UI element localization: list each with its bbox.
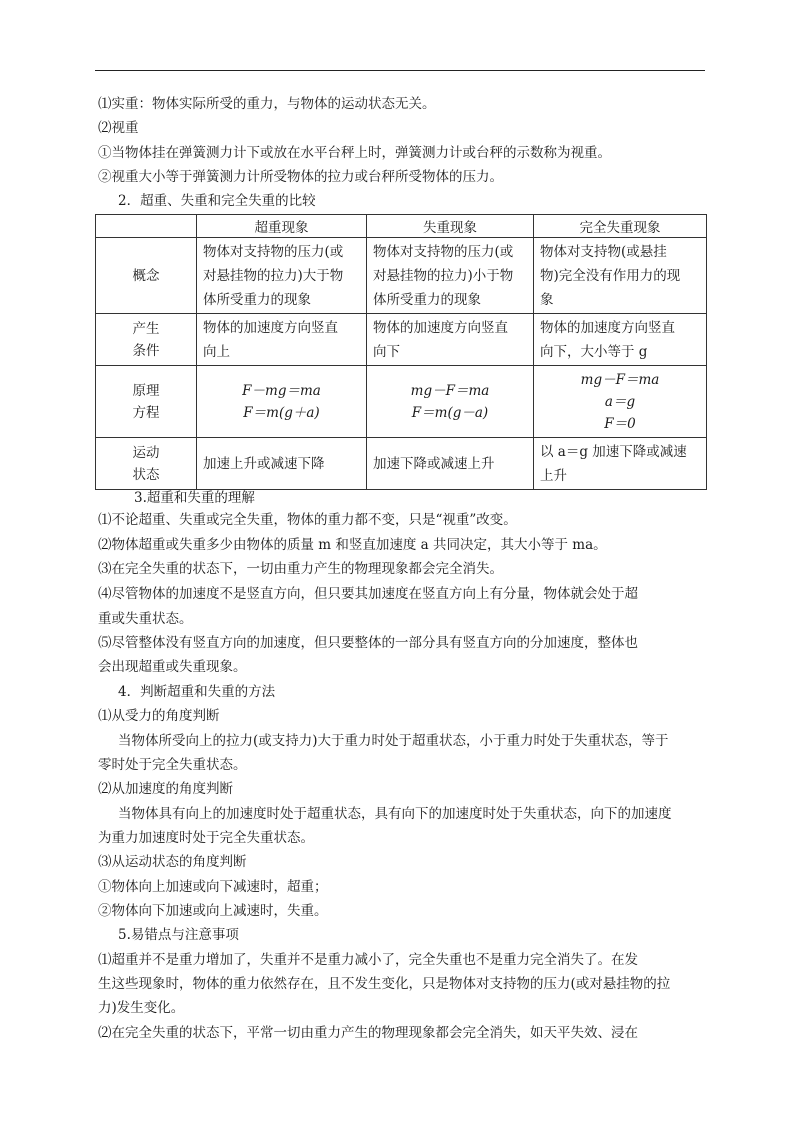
table-cell: 物体的加速度方向竖直 向上 bbox=[197, 314, 367, 366]
text-line: ⑵从加速度的角度判断 bbox=[98, 781, 233, 797]
text-line: ⑶从运动状态的角度判断 bbox=[98, 854, 247, 870]
text-line: 力)发生变化。 bbox=[98, 1000, 185, 1016]
text-line: ⑴不论超重、失重或完全失重，物体的重力都不变，只是“视重”改变。 bbox=[98, 512, 517, 528]
equation-cell: F－mg＝ma F＝m(g＋a) bbox=[197, 366, 367, 438]
text-line: ⑷尽管物体的加速度不是竖直方向，但只要其加速度在竖直方向上有分量，物体就会处于超 bbox=[98, 586, 638, 602]
text-line: 零时处于完全失重状态。 bbox=[98, 757, 247, 773]
text-line: 当物体具有向上的加速度时处于超重状态，具有向下的加速度时处于失重状态，向下的加速度 bbox=[118, 806, 672, 822]
text-line: ⑴实重：物体实际所受的重力，与物体的运动状态无关。 bbox=[98, 96, 436, 112]
equation-cell: mg－F＝ma a＝g F＝0 bbox=[534, 366, 707, 438]
text-line: ①当物体挂在弹簧测力计下或放在水平台秤上时，弹簧测力计或台秤的示数称为视重。 bbox=[98, 145, 611, 161]
table-cell: 物体的加速度方向竖直 向下，大小等于 g bbox=[534, 314, 707, 366]
table-row bbox=[96, 238, 707, 314]
text-line: ⑵在完全失重的状态下，平常一切由重力产生的物理现象都会完全消失，如天平失效、浸在 bbox=[98, 1025, 638, 1041]
text-line: 当物体所受向上的拉力(或支持力)大于重力时处于超重状态，小于重力时处于失重状态，等于 bbox=[118, 733, 669, 749]
text-line: ②物体向下加速或向上减速时，失重。 bbox=[98, 903, 328, 919]
row-label: 概念 bbox=[96, 238, 197, 314]
row-label: 原理 方程 bbox=[96, 366, 197, 438]
text-line: ⑸尽管整体没有竖直方向的加速度，但只要整体的一部分具有竖直方向的分加速度，整体也 bbox=[98, 635, 638, 651]
text-line: ⑴从受力的角度判断 bbox=[98, 708, 220, 724]
table-cell: 以 a＝g 加速下降或减速 上升 bbox=[534, 438, 707, 490]
table-cell: 物体的加速度方向竖直 向下 bbox=[367, 314, 534, 366]
table-header-cell: 超重现象 bbox=[197, 215, 367, 238]
table-header-cell: 完全失重现象 bbox=[534, 215, 707, 238]
table-row bbox=[96, 438, 707, 490]
table-header-row bbox=[96, 215, 707, 238]
text-line: ⑴超重并不是重力增加了，失重并不是重力减小了，完全失重也不是重力完全消失了。在发 bbox=[98, 952, 638, 968]
table-cell: 物体对支持物(或悬挂 物)完全没有作用力的现 象 bbox=[534, 238, 707, 314]
table-row bbox=[96, 366, 707, 438]
table-cell: 加速上升或减速下降 bbox=[197, 438, 367, 490]
text-line: ⑶在完全失重的状态下，一切由重力产生的物理现象都会完全消失。 bbox=[98, 561, 503, 577]
row-label: 产生 条件 bbox=[96, 314, 197, 366]
table-header-cell: 失重现象 bbox=[367, 215, 534, 238]
text-line: ⑵视重 bbox=[98, 120, 139, 136]
text-line: 为重力加速度时处于完全失重状态。 bbox=[98, 830, 314, 846]
text-line: 生这些现象时，物体的重力依然存在，且不发生变化，只是物体对支持物的压力(或对悬挂物的拉 bbox=[98, 976, 671, 992]
table-cell: 加速下降或减速上升 bbox=[367, 438, 534, 490]
text-line: ⑵物体超重或失重多少由物体的质量 m 和竖直加速度 a 共同决定，其大小等于 ma。 bbox=[98, 537, 607, 553]
table-cell: 物体对支持物的压力(或 对悬挂物的拉力)小于物 体所受重力的现象 bbox=[367, 238, 534, 314]
text-line: 重或失重状态。 bbox=[98, 611, 193, 627]
text-line: 会出现超重或失重现象。 bbox=[98, 659, 247, 675]
comparison-table bbox=[95, 214, 707, 490]
table-cell: 物体对支持物的压力(或 对悬挂物的拉力)大于物 体所受重力的现象 bbox=[197, 238, 367, 314]
section-heading: 2．超重、失重和完全失重的比较 bbox=[118, 193, 316, 209]
table-row bbox=[96, 314, 707, 366]
equation-cell: mg－F＝ma F＝m(g－a) bbox=[367, 366, 534, 438]
section-heading: 5.易错点与注意事项 bbox=[118, 927, 239, 943]
section-heading: 3.超重和失重的理解 bbox=[134, 490, 255, 506]
row-label: 运动 状态 bbox=[96, 438, 197, 490]
header-rule bbox=[95, 70, 705, 71]
table-header-cell bbox=[96, 215, 197, 238]
text-line: ①物体向上加速或向下减速时，超重； bbox=[98, 879, 328, 895]
text-line: ②视重大小等于弹簧测力计所受物体的拉力或台秤所受物体的压力。 bbox=[98, 169, 503, 185]
section-heading: 4．判断超重和失重的方法 bbox=[118, 684, 276, 700]
